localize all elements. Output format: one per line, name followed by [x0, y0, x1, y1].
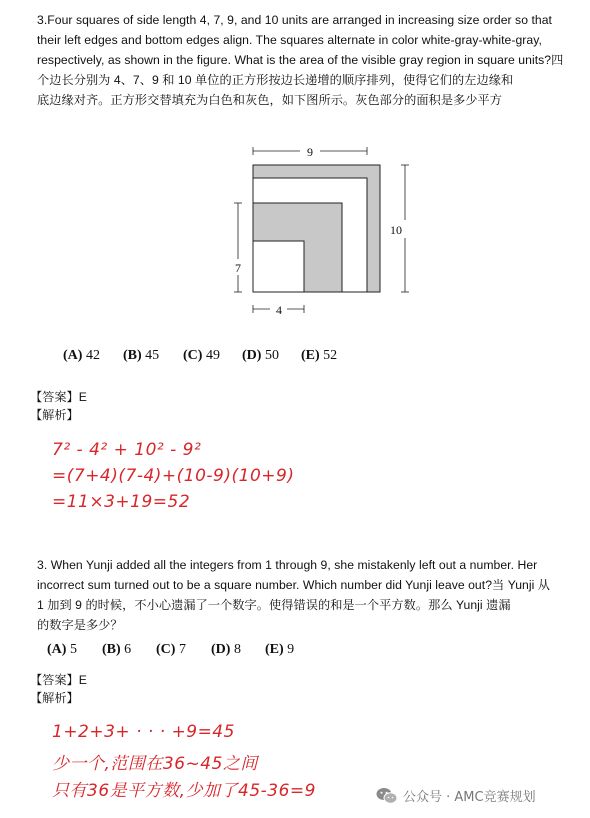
- text-line: 个边长分别为 4、7、9 和 10 单位的正方形按边长递增的顺序排列，使得它们的左边缘和: [37, 73, 514, 87]
- dimension-label-10: 10: [390, 223, 402, 237]
- text-line: 1 加到 9 的时候，不小心遗漏了一个数字。使得错误的和是一个平方数。那么 Yunji 遗漏: [37, 598, 511, 612]
- square-4-white: [253, 241, 304, 292]
- handwriting-line: =11×3+19=52: [52, 492, 191, 512]
- text-line: 的数字是多少？: [37, 618, 123, 632]
- choice-c: (C) 7: [156, 642, 186, 657]
- choice-c: (C) 49: [183, 348, 220, 363]
- choice-d: (D) 50: [242, 348, 279, 363]
- choice-b: (B) 45: [123, 348, 160, 363]
- text-line: incorrect sum turned out to be a square number. Which number did Yunji leave out?当 Yunji 从: [37, 578, 551, 592]
- squares-figure: [225, 135, 425, 325]
- handwritten-solution-2: [52, 722, 316, 803]
- handwritten-solution-1: [52, 440, 294, 518]
- handwriting-line: 7² - 4² + 10² - 9²: [52, 440, 202, 460]
- dimension-right: [401, 165, 409, 292]
- question-2-text: [37, 555, 557, 635]
- analysis-label: 【解析】: [30, 691, 79, 705]
- dimension-label-4: 4: [276, 303, 282, 317]
- answer-label: 【答案】E: [30, 390, 87, 404]
- text-line: 3.Four squares of side length 4, 7, 9, and 10 units are arranged in increasing size order so that: [37, 13, 552, 27]
- dimension-left: [234, 203, 242, 292]
- question-1-text: [37, 10, 564, 110]
- choice-e: (E) 9: [265, 642, 295, 657]
- text-line: 底边缘对齐。正方形交替填充为白色和灰色，如下图所示。灰色部分的面积是多少平方: [37, 93, 503, 107]
- dimension-label-9: 9: [307, 145, 313, 159]
- wechat-icon: [376, 787, 398, 805]
- text-line: 3. When Yunji added all the integers from 1 through 9, she mistakenly left out a number. Her: [37, 558, 538, 572]
- choice-e: (E) 52: [301, 348, 338, 363]
- handwriting-line: 少一个,范围在36~45之间: [52, 754, 258, 774]
- watermark: [376, 786, 536, 805]
- handwriting-line: 只有36是平方数,少加了45-36=9: [52, 781, 316, 801]
- text-line: their left edges and bottom edges align. The squares alternate in color white-gray-white-gray,: [37, 33, 542, 47]
- handwriting-line: =(7+4)(7-4)+(10-9)(10+9): [52, 466, 295, 486]
- answer-label: 【答案】E: [30, 673, 87, 687]
- handwriting-line: 1+2+3+ · · · +9=45: [52, 722, 235, 742]
- choice-a: (A) 42: [63, 348, 100, 363]
- choice-d: (D) 8: [211, 642, 241, 657]
- dimension-label-7: 7: [235, 261, 241, 275]
- analysis-label: 【解析】: [30, 408, 79, 422]
- choice-a: (A) 5: [47, 642, 77, 657]
- watermark-text: 公众号 · AMC竞赛规划: [403, 790, 536, 805]
- text-line: respectively, as shown in the figure. What is the area of the visible gray region in square units?四: [37, 53, 564, 67]
- choice-b: (B) 6: [102, 642, 132, 657]
